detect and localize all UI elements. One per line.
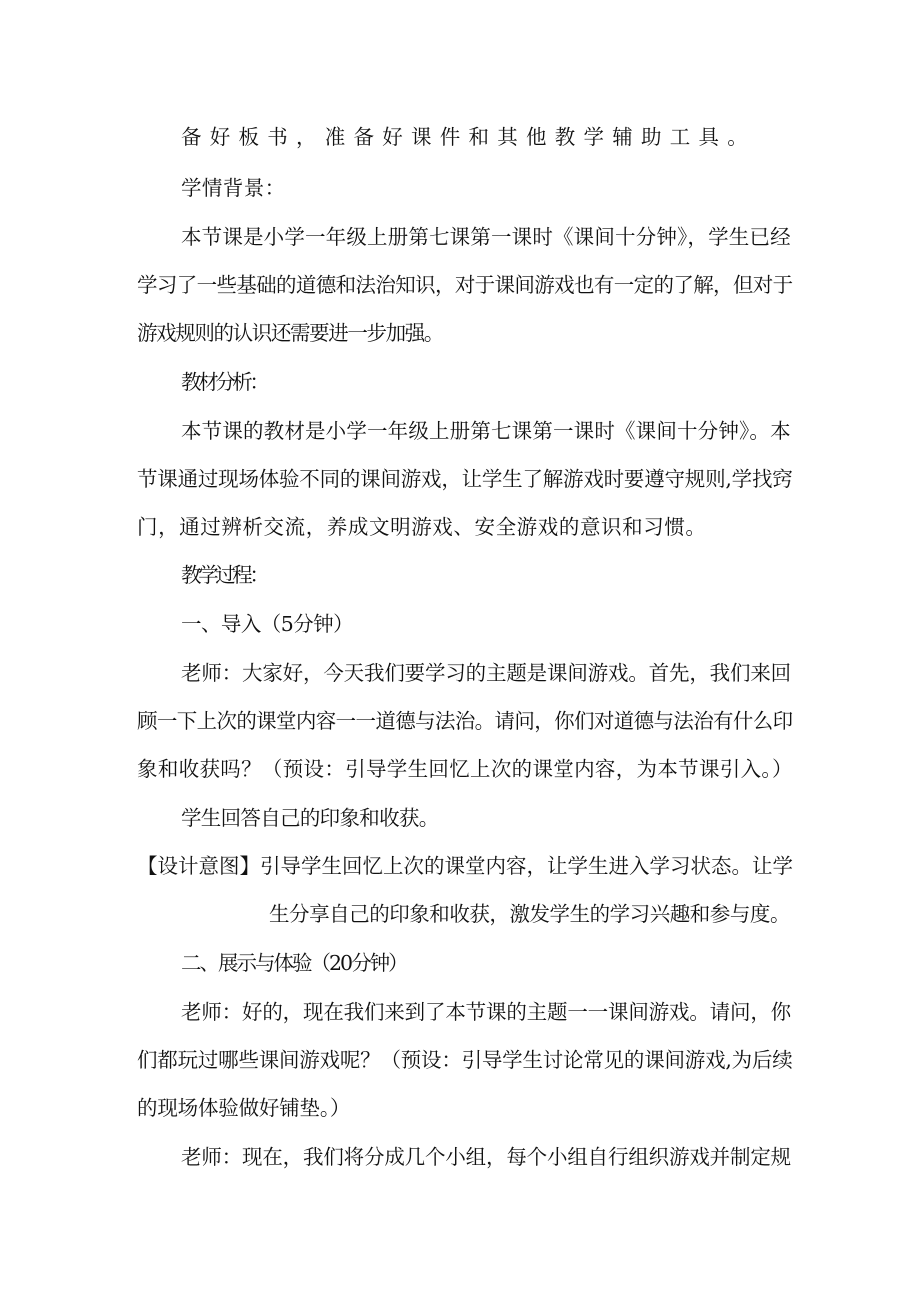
section-heading-teaching-process: 教学过程： (181, 563, 267, 587)
subsection-heading-introduction: 一、导入（5分钟） (181, 612, 354, 636)
paragraph-line: 游戏规则的认识还需要进一步加强。 (137, 321, 443, 345)
paragraph-line: 本节课是小学一年级上册第七课第一课时《课间十分钟》，学生已经 (181, 225, 791, 249)
paragraph-line: 节课通过现场体验不同的课间游戏，让学生了解游戏时要遵守规则,学找窍 (137, 467, 793, 491)
prep-line: 备好板书，准备好课件和其他教学辅助工具。 (181, 125, 756, 149)
section-heading-material-analysis: 教材分析： (181, 370, 267, 394)
paragraph-line: 门，通过辨析交流，养成文明游戏、安全游戏的意识和习惯。 (137, 515, 707, 539)
paragraph-line: 们都玩过哪些课间游戏呢？（预设：引导学生讨论常见的课间游戏,为后续 (137, 1048, 793, 1072)
paragraph-line: 学习了一些基础的道德和法治知识，对于课间游戏也有一定的了解，但对于 (137, 273, 793, 297)
paragraph-line: 的现场体验做好铺垫。） (137, 1096, 351, 1120)
subsection-heading-display-experience: 二、展示与体验（20分钟） (181, 951, 407, 975)
paragraph-line: 老师：现在，我们将分成几个小组，每个小组自行组织游戏并制定规 (181, 1145, 791, 1169)
paragraph-line: 老师：大家好，今天我们要学习的主题是课间游戏。首先，我们来回 (181, 661, 791, 685)
paragraph-line: 象和收获吗？（预设：引导学生回忆上次的课堂内容，为本节课引入。） (137, 757, 793, 781)
paragraph-line: 老师：好的，现在我们来到了本节课的主题一一课间游戏。请问，你 (181, 1000, 791, 1024)
paragraph-line: 顾一下上次的课堂内容一一道德与法治。请问，你们对道德与法治有什么印 (137, 709, 793, 733)
design-intent-line: 【设计意图】引导学生回忆上次的课堂内容，让学生进入学习状态。让学 (137, 854, 793, 878)
section-heading-learning-background: 学情背景： (181, 176, 286, 200)
paragraph-line: 本节课的教材是小学一年级上册第七课第一课时《课间十分钟》。本 (181, 419, 791, 443)
paragraph-line: 学生回答自己的印象和收获。 (181, 806, 439, 830)
design-intent-line: 生分享自己的印象和收获，激发学生的学习兴趣和参与度。 (269, 902, 790, 926)
